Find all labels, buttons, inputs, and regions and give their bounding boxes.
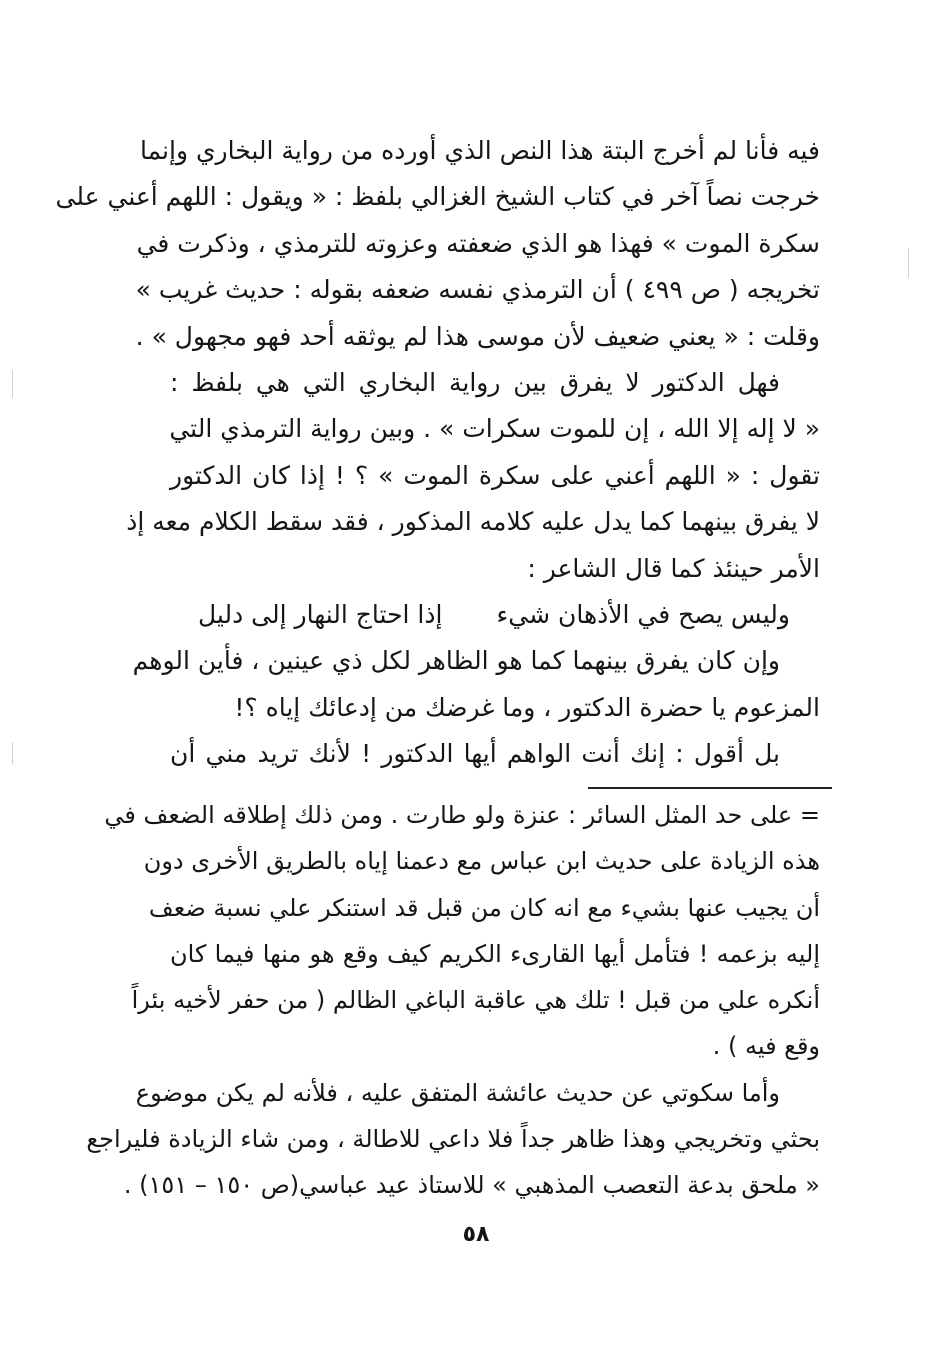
footnote-line: وأما سكوتي عن حديث عائشة المتفق عليه ، فلأنه لم يكن موضوع [135, 1078, 780, 1107]
scan-artifact [12, 742, 13, 764]
footnote-line: بحثي وتخريجي وهذا ظاهر جداً فلا داعي للاطالة ، ومن شاء الزيادة فليراجع [86, 1125, 820, 1154]
text-line: الأمر حينئذ كما قال الشاعر : [527, 553, 820, 583]
poetry-verse [170, 592, 820, 638]
footnote-line: وقع فيه ) . [712, 1032, 820, 1061]
footnote-line: هذه الزيادة على حديث ابن عباس مع دعمنا إياه بالطريق الأخرى دون [143, 847, 820, 876]
scan-artifact [908, 248, 909, 278]
verse-first-hemistich: وليس يصح في الأذهان شيء [496, 599, 790, 629]
text-line: المزعوم يا حضرة الدكتور ، وما غرضك من إدعائك إياه ؟! [234, 692, 820, 722]
footnote-line: = على حد المثل السائر : عنزة ولو طارت . ومن ذلك إطلاقه الضعف في [104, 801, 820, 829]
text-line: وإن كان يفرق بينهما كما هو الظاهر لكل ذي عينين ، فأين الوهم [132, 646, 780, 676]
page-number: ٥٨ [462, 1222, 490, 1247]
footnote-text [86, 792, 820, 1209]
text-line: خرجت نصاً آخر في كتاب الشيخ الغزالي بلفظ : « ويقول : اللهم أعني على [55, 182, 820, 212]
footnote-line: أن يجيب عنها بشيء مع انه كان من قبل قد استنكر علي نسبة ضعف [148, 893, 820, 922]
text-line: بل أقول : إنك أنت الواهم أيها الدكتور ! لأنك تريد مني أن [170, 739, 780, 769]
footnote-line: أنكره علي من قبل ! تلك هي عاقبة الباغي الظالم ( من حفر لأخيه بئراً [131, 986, 820, 1015]
text-line: تقول : « اللهم أعني على سكرة الموت » ؟ ! إذا كان الدكتور [170, 460, 820, 490]
text-line: فهل الدكتور لا يفرق بين رواية البخاري التي هي بلفظ : [170, 367, 780, 397]
text-line: وقلت : « يعني ضعيف لأن موسى هذا لم يوثقه أحد فهو مجهول » . [135, 321, 820, 351]
text-line: « لا إله إلا الله ، إن للموت سكرات » . وبين رواية الترمذي التي [169, 414, 820, 444]
text-line: تخريجه ( ص ٤٩٩ ) أن الترمذي نفسه ضعفه بقوله : حديث غريب » [135, 275, 820, 305]
scan-artifact [12, 370, 13, 398]
text-line: فيه فأنا لم أخرج البتة هذا النص الذي أورده من رواية البخاري وإنما [139, 136, 820, 165]
text-line: سكرة الموت » فهذا هو الذي ضعفته وعزوته للترمذي ، وذكرت في [136, 228, 820, 258]
footnote-line: إليه بزعمه ! فتأمل أيها القارىء الكريم كيف وقع هو منها فيما كان [170, 939, 820, 968]
text-line: لا يفرق بينهما كما يدل عليه كلامه المذكور ، فقد سقط الكلام معه إذ [126, 507, 820, 537]
verse-second-hemistich: إذا احتاج النهار إلى دليل [198, 599, 443, 629]
main-text [55, 128, 820, 777]
footnote-divider [588, 787, 832, 789]
footnote-line: « ملحق بدعة التعصب المذهبي » للاستاذ عيد عباسي(ص ١٥٠ – ١٥١) . [123, 1171, 820, 1200]
